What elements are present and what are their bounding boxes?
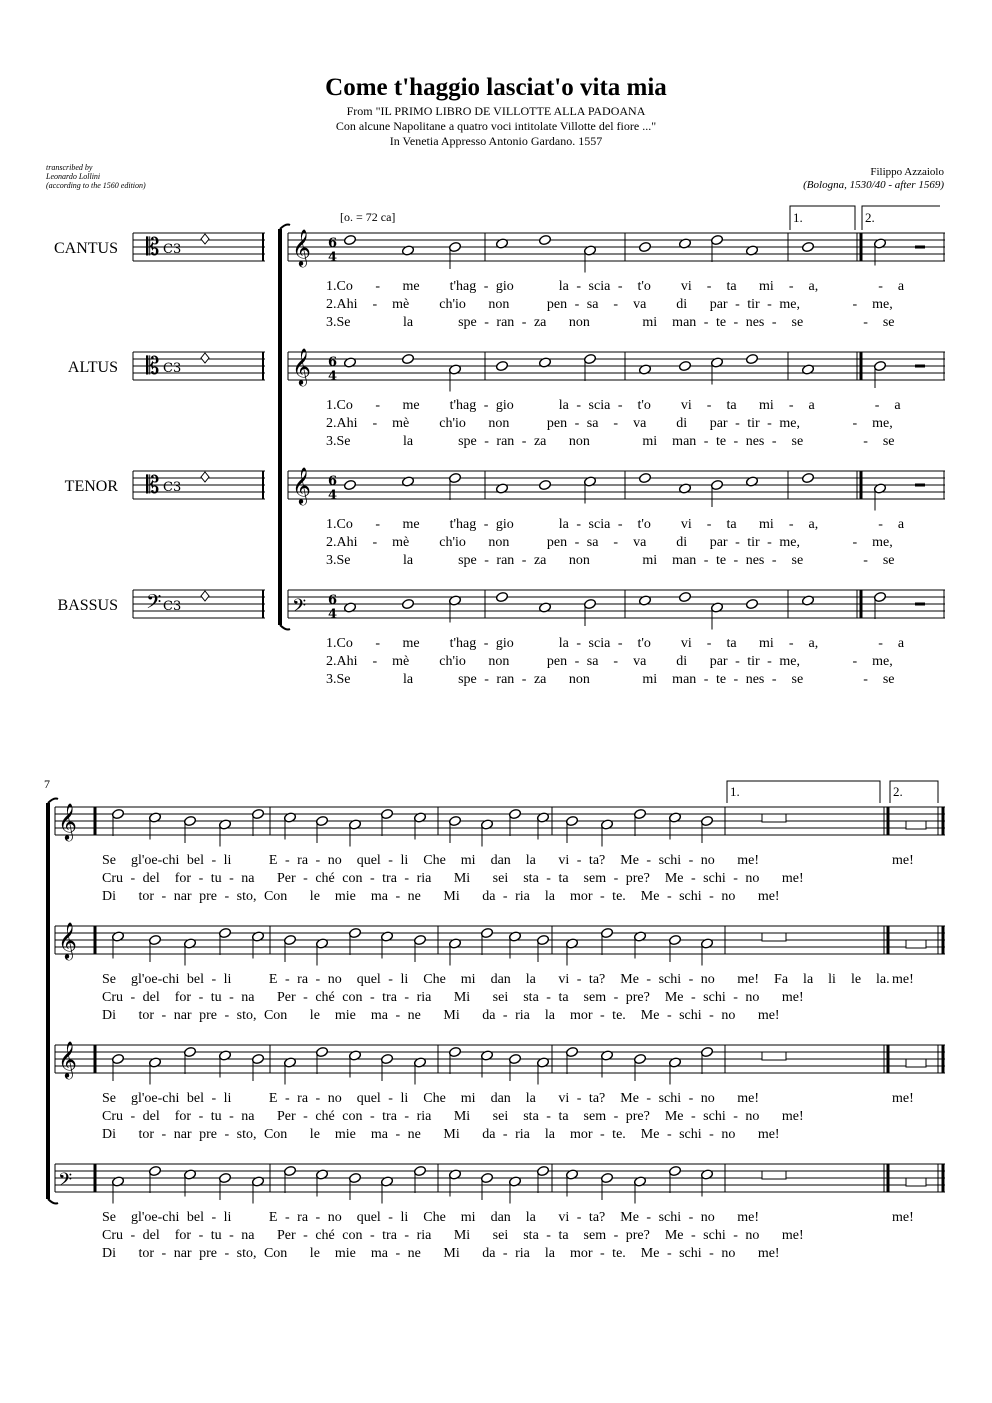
ending-cantus: me! xyxy=(892,853,914,868)
source-line-2: Con alcune Napolitane a quatro voci intitolate Villotte del fiore ..." xyxy=(335,119,657,133)
volta-second-label-system2: 2. xyxy=(893,784,903,799)
clef: 𝄞 xyxy=(58,802,77,840)
lyric-tenor-1: 1.Co - me t'hag - gio la - scia - t'o vi - ta mi - a, - a xyxy=(326,517,905,532)
lyric-altus-3: 3.Se la spe - ran - za non mi man - te - nes - se - se xyxy=(326,434,895,449)
note xyxy=(538,479,551,490)
note xyxy=(538,234,551,245)
lyric2-tenor-2: Cru - del for - tu - na Per - ché con - tra - ria Mi sei sta - ta sem - pre? Me - schi - no me! xyxy=(102,1109,804,1124)
lyric-tenor-3: 3.Se la spe - ran - za non mi man - te - nes - se - se xyxy=(326,553,895,568)
lyric2-tenor-3: Di tor - nar pre - sto, Con le mie ma - ne Mi da - ria la mor - te. Me - schi - no me! xyxy=(102,1127,780,1142)
voice-name-cantus: CANTUS xyxy=(53,240,118,257)
bracket-hook-bottom xyxy=(48,1199,58,1204)
transcriber-line-1: transcribed by xyxy=(46,163,93,172)
lyric2-cantus-1: Se gl'oe-chi bel - li E - ra - no quel - li Che mi dan la vi - ta? Me - schi - no me! xyxy=(102,853,760,868)
note xyxy=(638,241,651,252)
time-sig-top: 6 xyxy=(328,593,338,608)
incipit-mensuration: C3 xyxy=(163,480,182,495)
lyric2-altus-2: Cru - del for - tu - na Per - ché con - tra - ria Mi sei sta - ta sem - pre? Me - schi - no me! xyxy=(102,990,804,1005)
time-sig-top: 6 xyxy=(328,236,338,251)
breve-note xyxy=(906,821,926,829)
note xyxy=(801,241,814,252)
clef: 𝄞 xyxy=(292,466,311,504)
clef: 𝄢 xyxy=(292,596,307,621)
breve-note xyxy=(906,1178,926,1186)
transcriber-line-3: (according to the 1560 edition) xyxy=(46,181,146,190)
incipit-note xyxy=(201,353,209,363)
lyric-cantus-2: 2.Ahi - mè ch'io non pen - sa - va di par - tir - me, - me, xyxy=(326,297,893,312)
lyric-cantus-1: 1.Co - me t'hag - gio la - scia - t'o vi - ta mi - a, - a xyxy=(326,279,905,294)
note xyxy=(678,591,691,602)
lyric-cantus-3: 3.Se la spe - ran - za non mi man - te - nes - se - se xyxy=(326,315,895,330)
source-line-3: In Venetia Appresso Antonio Gardano. 1557 xyxy=(389,134,603,148)
note xyxy=(678,360,691,371)
bracket-hook-top xyxy=(280,225,290,230)
piece-title: Come t'haggio lasciat'o vita mia xyxy=(325,74,667,101)
clef: 𝄞 xyxy=(292,228,311,266)
lyric2-cantus-2: Cru - del for - tu - na Per - ché con - tra - ria Mi sei sta - ta sem - pre? Me - schi - no me! xyxy=(102,871,804,886)
transcriber-line-2: Leonardo Lollini xyxy=(46,172,101,181)
volta-bracket-first xyxy=(790,206,855,230)
incipit-mensuration: C3 xyxy=(163,361,182,376)
lyric2-bassus-1: Se gl'oe-chi bel - li E - ra - no quel - li Che mi dan la vi - ta? Me - schi - no me! xyxy=(102,1210,760,1225)
measure-number: 7 xyxy=(44,777,50,791)
ending-bassus: me! xyxy=(892,1210,914,1225)
volta-first-label-system2: 1. xyxy=(730,784,740,799)
note xyxy=(801,472,814,483)
incipit-clef: 𝄡 xyxy=(146,352,160,380)
clef: 𝄞 xyxy=(58,921,77,959)
bracket-hook-bottom xyxy=(280,625,290,630)
incipit-mensuration: C3 xyxy=(163,599,182,614)
composer-name: Filippo Azzaiolo xyxy=(870,166,944,178)
voice-name-bassus: BASSUS xyxy=(57,597,118,614)
lyric2-bassus-3: Di tor - nar pre - sto, Con le mie ma - ne Mi da - ria la mor - te. Me - schi - no me! xyxy=(102,1246,780,1261)
breve-note xyxy=(906,940,926,948)
source-line-1: From "IL PRIMO LIBRO DE VILLOTTE ALLA PADOANA xyxy=(346,104,646,118)
time-sig-bottom: 4 xyxy=(328,250,338,265)
breve-note xyxy=(762,1052,786,1060)
breve-note xyxy=(762,1171,786,1179)
note xyxy=(638,472,651,483)
volta-bracket-first xyxy=(727,781,880,803)
volta-bracket-second xyxy=(862,206,940,230)
incipit-note xyxy=(201,591,209,601)
note xyxy=(401,598,414,609)
clef: 𝄞 xyxy=(58,1040,77,1078)
lyric-bassus-1: 1.Co - me t'hag - gio la - scia - t'o vi - ta mi - a, - a xyxy=(326,636,905,651)
voice-name-tenor: TENOR xyxy=(64,478,118,495)
note xyxy=(343,479,356,490)
clef: 𝄞 xyxy=(292,347,311,385)
time-sig-top: 6 xyxy=(328,355,338,370)
incipit-clef: 𝄢 xyxy=(146,590,162,618)
volta-first-label: 1. xyxy=(793,210,803,225)
time-sig-bottom: 4 xyxy=(328,369,338,384)
time-sig-top: 6 xyxy=(328,474,338,489)
lyric2-cantus-3: Di tor - nar pre - sto, Con le mie ma - ne Mi da - ria la mor - te. Me - schi - no me! xyxy=(102,889,780,904)
breve-note xyxy=(762,814,786,822)
incipit-clef: 𝄡 xyxy=(146,471,160,499)
incipit-clef: 𝄡 xyxy=(146,233,160,261)
time-sig-bottom: 4 xyxy=(328,488,338,503)
lyric-altus-2: 2.Ahi - mè ch'io non pen - sa - va di par - tir - me, - me, xyxy=(326,416,893,431)
voice-name-altus: ALTUS xyxy=(67,359,118,376)
note xyxy=(343,234,356,245)
note xyxy=(495,591,508,602)
bracket-hook-top xyxy=(48,799,58,804)
note xyxy=(745,353,758,364)
lyric-altus-1: 1.Co - me t'hag - gio la - scia - t'o vi - ta mi - a - a xyxy=(326,398,901,413)
lyric2-bassus-2: Cru - del for - tu - na Per - ché con - tra - ria Mi sei sta - ta sem - pre? Me - schi - no me! xyxy=(102,1228,804,1243)
incipit-note xyxy=(201,234,209,244)
ending-altus: me! xyxy=(892,972,914,987)
note xyxy=(495,360,508,371)
lyric-bassus-3: 3.Se la spe - ran - za non mi man - te - nes - se - se xyxy=(326,672,895,687)
lyric-tenor-2: 2.Ahi - mè ch'io non pen - sa - va di par - tir - me, - me, xyxy=(326,535,893,550)
lyric-bassus-2: 2.Ahi - mè ch'io non pen - sa - va di par - tir - me, - me, xyxy=(326,654,893,669)
tempo-marking: [ο. = 72 ca] xyxy=(340,210,396,224)
lyric2-altus-3: Di tor - nar pre - sto, Con le mie ma - ne Mi da - ria la mor - te. Me - schi - no me! xyxy=(102,1008,780,1023)
incipit-note xyxy=(201,472,209,482)
ending-tenor: me! xyxy=(892,1091,914,1106)
lyric2-altus-1: Se gl'oe-chi bel - li E - ra - no quel - li Che mi dan la vi - ta? Me - schi - no me! Fa la li le la. xyxy=(102,972,890,987)
clef: 𝄢 xyxy=(58,1170,73,1195)
time-sig-bottom: 4 xyxy=(328,607,338,622)
volta-second-label: 2. xyxy=(865,210,875,225)
breve-note xyxy=(906,1059,926,1067)
volta-bracket-second xyxy=(890,781,938,803)
lyric2-tenor-1: Se gl'oe-chi bel - li E - ra - no quel - li Che mi dan la vi - ta? Me - schi - no me! xyxy=(102,1091,760,1106)
incipit-mensuration: C3 xyxy=(163,242,182,257)
note xyxy=(745,598,758,609)
composer-dates: (Bologna, 1530/40 - after 1569) xyxy=(803,179,944,191)
note xyxy=(401,353,414,364)
breve-note xyxy=(762,933,786,941)
